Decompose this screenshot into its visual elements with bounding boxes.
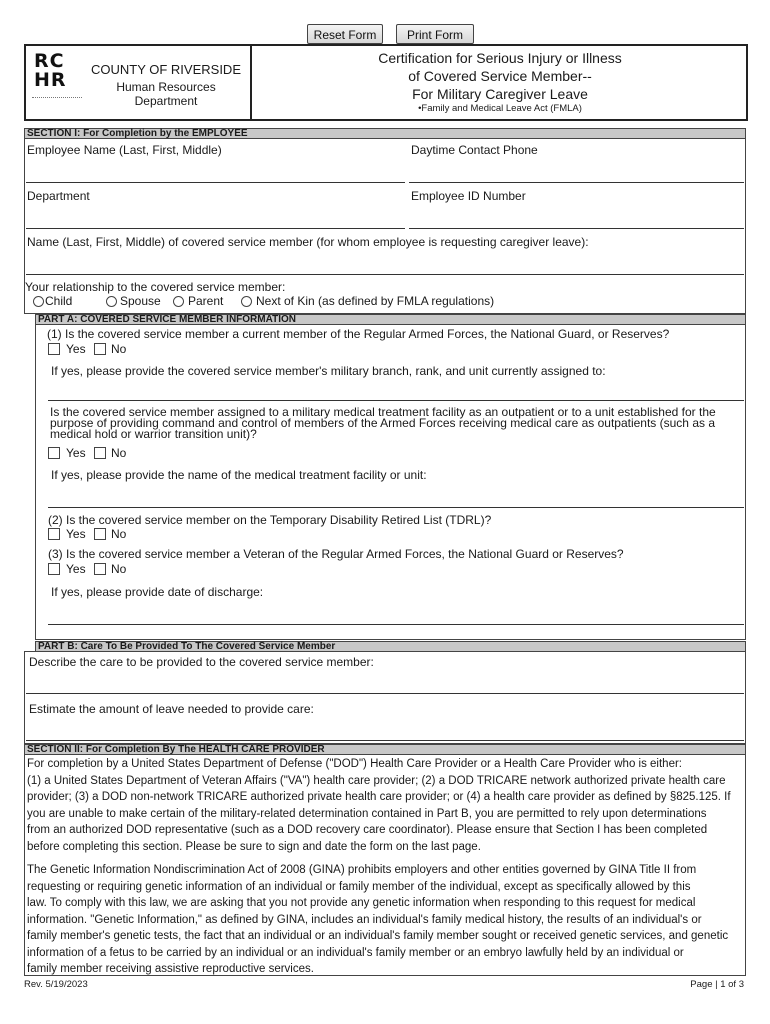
q1b-followup-label: If yes, please provide the name of the medical treatment facility or unit:	[51, 468, 427, 482]
section1-bar: SECTION I: For Completion by the EMPLOYEE	[24, 128, 746, 139]
org-name: COUNTY OF RIVERSIDE	[90, 62, 241, 77]
employee-id-label: Employee ID Number	[411, 189, 526, 203]
q3-label: (3) Is the covered service member a Veteran of the Regular Armed Forces, the National Guard or Reserves?	[48, 547, 624, 561]
q1-yes-checkbox[interactable]	[48, 343, 60, 355]
next-of-kin-radio[interactable]	[241, 296, 252, 307]
service-member-name-label: Name (Last, First, Middle) of covered service member (for whom employee is requesting caregiver leave):	[27, 235, 589, 249]
q2-no-checkbox[interactable]	[94, 528, 106, 540]
gina-paragraph: The Genetic Information Nondiscrimination Act of 2008 (GINA) prohibits employers and other entities governed by GINA Title II from requesting or requiring genetic information of an individual or family member of the individual, except as specifically allowed by this law. To comply with this law, we are asking that you not provide any genetic information when responding to this request for medical information. "Genetic Information," as defined by GINA, includes an individual's family medical history, the results of an individual's or family member's genetic tests, the fact that an individual or an individual's family member sought or received genetic services, and genetic information of a fetus to be carried by an individual or an individual's family member or an embryo lawfully held by an individual or family member receiving assistive reproductive services.	[27, 864, 729, 975]
department-field[interactable]	[26, 228, 405, 229]
print-form-button[interactable]: Print Form	[396, 24, 474, 44]
military-branch-field[interactable]	[48, 400, 744, 401]
daytime-phone-field[interactable]	[409, 182, 744, 183]
service-member-name-field[interactable]	[26, 274, 744, 275]
reset-form-button[interactable]: Reset Form	[307, 24, 383, 44]
q3-yes-label: Yes	[66, 562, 86, 576]
header-divider	[250, 44, 252, 121]
employee-id-field[interactable]	[409, 228, 744, 229]
parent-label: Parent	[188, 294, 224, 308]
facility-name-field[interactable]	[48, 507, 744, 508]
describe-care-label: Describe the care to be provided to the covered service member:	[29, 655, 374, 669]
rchr-logo: RC HR	[34, 50, 67, 91]
revision-date: Rev. 5/19/2023	[24, 979, 88, 990]
header-divider-bottom	[24, 119, 252, 121]
q1b-no-checkbox[interactable]	[94, 447, 106, 459]
page-number: Page | 1 of 3	[690, 979, 744, 990]
partB-bar: PART B: Care To Be Provided To The Covered Service Member	[35, 641, 746, 652]
discharge-date-field[interactable]	[48, 624, 744, 625]
q2-yes-checkbox[interactable]	[48, 528, 60, 540]
q3-no-label: No	[111, 562, 127, 576]
next-of-kin-label: Next of Kin (as defined by FMLA regulations)	[256, 294, 495, 308]
q1-no-label: No	[111, 342, 127, 356]
q3-yes-checkbox[interactable]	[48, 563, 60, 575]
q1b-yes-label: Yes	[66, 446, 86, 460]
q1b-label: Is the covered service member assigned to a military medical treatment facility as an outpatient or to a unit established for the purpose of providing command and control of members of the Armed Forces receiving medical care as outpatients (such as a medical hold or warrior transition unit)?	[50, 405, 716, 441]
q2-yes-label: Yes	[66, 527, 86, 541]
q3-followup-label: If yes, please provide date of discharge:	[51, 585, 264, 599]
child-label: Child	[45, 294, 73, 308]
relationship-label: Your relationship to the covered service member:	[25, 280, 286, 294]
q1-label: (1) Is the covered service member a current member of the Regular Armed Forces, the National Guard, or Reserves?	[47, 327, 670, 341]
q1-no-checkbox[interactable]	[94, 343, 106, 355]
employee-name-label: Employee Name (Last, First, Middle)	[27, 143, 222, 157]
section2-intro-paragraph: For completion by a United States Department of Defense ("DOD") Health Care Provider or a Health Care Provider who is either: (1) a United States Department of Veteran Affairs ("VA") health care provider; (2) a DOD TRICARE network authorized private health care provider; (3) a DOD non-network TRICARE authorized private health care provider; or (4) a health care provider as defined by §825.125. If you are unable to make certain of the military-related determination contained in Part B, you are permitted to rely upon determinations from an authorized DOD representative (such as a DOD recovery care coordinator). Please ensure that Section I has been completed before completing this section. Please be sure to sign and date the form on the last page.	[27, 758, 731, 853]
q2-label: (2) Is the covered service member on the Temporary Disability Retired List (TDRL)?	[48, 513, 492, 527]
child-radio[interactable]	[33, 296, 44, 307]
q3-no-checkbox[interactable]	[94, 563, 106, 575]
form-subtitle: •Family and Medical Leave Act (FMLA)	[418, 103, 582, 114]
form-title: Certification for Serious Injury or Illness of Covered Service Member-- For Military Caregiver Leave	[378, 50, 622, 102]
logo-subline	[32, 97, 82, 101]
employee-name-field[interactable]	[26, 182, 405, 183]
q1-yes-label: Yes	[66, 342, 86, 356]
q2-no-label: No	[111, 527, 127, 541]
partA-bar: PART A: COVERED SERVICE MEMBER INFORMATION	[35, 314, 746, 325]
department-label: Department	[27, 189, 90, 203]
daytime-phone-label: Daytime Contact Phone	[411, 143, 538, 157]
estimate-leave-field[interactable]	[26, 740, 744, 741]
section2-bar: SECTION II: For Completion By The HEALTH CARE PROVIDER	[24, 744, 746, 755]
spouse-label: Spouse	[120, 294, 161, 308]
parent-radio[interactable]	[173, 296, 184, 307]
spouse-radio[interactable]	[106, 296, 117, 307]
estimate-leave-label: Estimate the amount of leave needed to provide care:	[29, 702, 314, 716]
dept-name: Human Resources Department	[116, 80, 216, 108]
q1-followup-label: If yes, please provide the covered service member's military branch, rank, and unit currently assigned to:	[51, 364, 606, 378]
describe-care-field[interactable]	[26, 693, 744, 694]
q1b-yes-checkbox[interactable]	[48, 447, 60, 459]
q1b-no-label: No	[111, 446, 127, 460]
